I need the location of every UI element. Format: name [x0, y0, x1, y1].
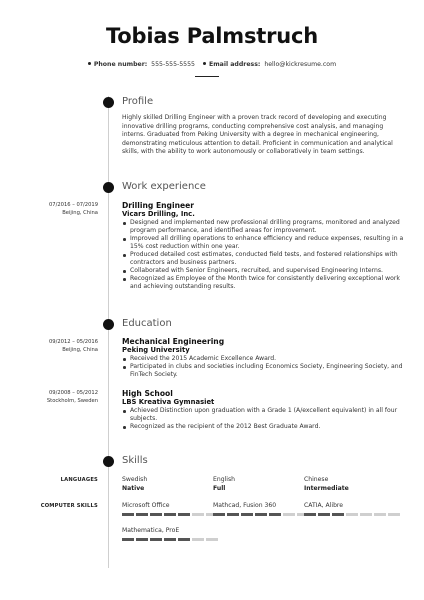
skill-level-bar — [122, 538, 218, 541]
skill-bar-segment — [213, 513, 225, 516]
skill-bar-segment — [192, 513, 204, 516]
language-level: Intermediate — [304, 485, 349, 492]
skill-bar-segment — [360, 513, 372, 516]
skill-bar-segment — [122, 513, 134, 516]
skills-heading: Skills — [122, 455, 148, 466]
skill-bar-segment — [374, 513, 386, 516]
degree-title: High School — [122, 389, 173, 398]
skill-bar-segment — [150, 538, 162, 541]
computer-skill-name: Mathcad, Fusion 360 — [213, 502, 277, 509]
degree-title: Mechanical Engineering — [122, 337, 225, 346]
skill-bar-segment — [255, 513, 267, 516]
bullet-dot-icon — [203, 62, 206, 65]
email-address[interactable]: hello@kickresume.com — [264, 61, 337, 68]
education-heading: Education — [122, 318, 172, 329]
list-item: Recognized as the recipient of the 2012 Best Graduate Award. — [122, 423, 407, 431]
computer-skill-name: Microsoft Office — [122, 502, 170, 509]
education-location: Stockholm, Sweden — [46, 398, 98, 404]
education-bullets — [122, 355, 407, 379]
education-section-icon — [103, 319, 114, 330]
job-employer: Vicars Drilling, Inc. — [122, 210, 195, 218]
job-bullets — [122, 219, 407, 291]
skill-bar-segment — [241, 513, 253, 516]
skill-bar-segment — [136, 513, 148, 516]
list-item: Achieved Distinction upon graduation with a Grade 1 (A/excellent equivalent) in all four subjects. — [122, 407, 407, 423]
work-heading: Work experience — [122, 181, 206, 192]
skill-bar-segment — [304, 513, 316, 516]
skill-bar-segment — [346, 513, 358, 516]
email-label: Email address: — [209, 61, 261, 68]
skill-level-bar — [122, 513, 218, 516]
list-item: Produced detailed cost estimates, conducted field tests, and fostered relationships with contractors and business partners. — [122, 251, 407, 267]
education-dates: 09/2008 – 05/2012 — [49, 390, 98, 396]
education-dates: 09/2012 – 05/2016 — [49, 339, 98, 345]
skill-bar-segment — [206, 538, 218, 541]
job-location: Beijing, China — [62, 210, 98, 216]
skill-bar-segment — [388, 513, 400, 516]
skill-level-bar — [304, 513, 400, 516]
education-location: Beijing, China — [62, 347, 98, 353]
skill-bar-segment — [122, 538, 134, 541]
list-item: Collaborated with Senior Engineers, recruited, and supervised Engineering Interns. — [122, 267, 407, 275]
language-name: Chinese — [304, 476, 329, 483]
computer-skill-name: CATIA, Alibre — [304, 502, 344, 509]
skill-bar-segment — [178, 513, 190, 516]
skill-bar-segment — [136, 538, 148, 541]
skill-bar-segment — [283, 513, 295, 516]
language-level: Full — [213, 485, 226, 492]
timeline-line — [108, 96, 109, 568]
skills-section-icon — [103, 456, 114, 467]
list-item: Participated in clubs and societies including Economics Society, Engineering Society, and FinTech Society. — [122, 363, 407, 379]
computer-skills-label: COMPUTER SKILLS — [40, 503, 98, 509]
skill-bar-segment — [192, 538, 204, 541]
phone-label: Phone number: — [93, 61, 148, 68]
language-name: English — [213, 476, 236, 483]
list-item: Recognized as Employee of the Month twice for consistently delivering exceptional work and achieving outstanding results. — [122, 275, 407, 291]
skill-bar-segment — [164, 538, 176, 541]
list-item: Designed and implemented new professional drilling programs, monitored and analyzed program performance, and identified areas for improvement. — [122, 219, 407, 235]
bullet-dot-icon — [88, 62, 91, 65]
phone-number: 555-555-5555 — [151, 61, 195, 68]
profile-summary: Highly skilled Drilling Engineer with a proven track record of developing and executing innovative drilling programs, conducting comprehensive cost analysis, and managing interns. Graduated from Peking University with a degree in mechanical engineering, demonstrating meticulous attention to detail. Proficient in communication and analytical skills, with the ability to work autonomously or collaboratively in team settings. — [122, 114, 393, 156]
profile-section-icon — [103, 97, 114, 108]
skill-bar-segment — [269, 513, 281, 516]
languages-label: LANGUAGES — [60, 477, 98, 483]
skill-level-bar — [213, 513, 309, 516]
skill-bar-segment — [164, 513, 176, 516]
profile-heading: Profile — [122, 96, 154, 107]
school-name: Peking University — [122, 346, 190, 354]
education-bullets — [122, 407, 407, 431]
work-section-icon — [103, 182, 114, 193]
contact-line — [0, 61, 424, 68]
candidate-name: Tobias Palmstruch — [105, 24, 319, 48]
list-item: Improved all drilling operations to enhance efficiency and reduce expenses, resulting in a 15% cost reduction within one year. — [122, 235, 407, 251]
skill-bar-segment — [227, 513, 239, 516]
job-title: Drilling Engineer — [122, 201, 195, 210]
school-name: LBS Kreativa Gymnasiet — [122, 398, 215, 406]
list-item: Received the 2015 Academic Excellence Award. — [122, 355, 407, 363]
job-dates: 07/2016 – 07/2019 — [49, 202, 98, 208]
header-divider — [195, 76, 219, 77]
language-name: Swedish — [122, 476, 148, 483]
skill-bar-segment — [150, 513, 162, 516]
computer-skill-name: Mathematica, ProE — [122, 527, 180, 534]
skill-bar-segment — [332, 513, 344, 516]
language-level: Native — [122, 485, 145, 492]
skill-bar-segment — [318, 513, 330, 516]
skill-bar-segment — [178, 538, 190, 541]
